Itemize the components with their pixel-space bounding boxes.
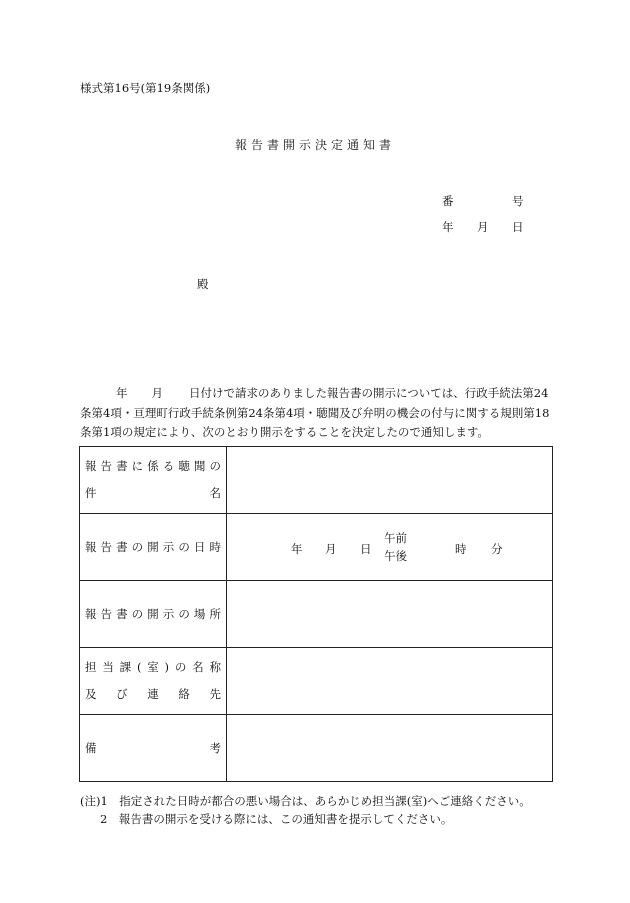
- datetime-day: 日: [360, 542, 372, 556]
- disclosure-place-label: [80, 581, 227, 648]
- datetime-pm: 午後: [384, 549, 407, 563]
- body-month: 月: [151, 386, 163, 400]
- label-char: 名: [209, 486, 221, 500]
- label-char: 考: [209, 740, 221, 755]
- hearing-case-name-label: [80, 447, 227, 514]
- table-row: [80, 514, 553, 581]
- contact-section-field[interactable]: [227, 648, 553, 715]
- label-char: び: [116, 687, 128, 701]
- hearing-case-name-field[interactable]: [227, 447, 553, 514]
- body-line-2: 条第4項・亘理町行政手続条例第24条第4項・聴聞及び弁明の機会の付与に関する規則第18: [80, 405, 550, 420]
- issue-date-month: 月: [477, 220, 489, 234]
- datetime-minute: 分: [491, 542, 503, 556]
- contact-section-label-line1: 担当課(室)の名称: [85, 660, 221, 674]
- label-char: 件: [85, 486, 97, 500]
- note-2: 2 報告書の開示を受ける際には、この通知書を提示してください。: [100, 812, 453, 826]
- hearing-case-name-label-line1: 報告書に係る聴聞の: [85, 459, 221, 473]
- label-char: 備: [85, 740, 97, 755]
- issue-date-day: 日: [512, 220, 524, 234]
- label-char: 及: [85, 687, 97, 701]
- datetime-hour: 時: [455, 542, 467, 556]
- table-row: [80, 648, 553, 715]
- remarks-field[interactable]: [227, 715, 553, 782]
- label-char: 連: [147, 687, 159, 701]
- notice-table: [79, 446, 553, 782]
- table-row: [80, 715, 553, 782]
- datetime-year: 年: [291, 542, 303, 556]
- disclosure-place-label-text: 報告書の開示の場所: [85, 607, 221, 621]
- remarks-label: [80, 715, 227, 782]
- issue-date-year: 年: [442, 220, 454, 234]
- body-line-1-text: 日付けで請求のありました報告書の開示については、行政手続法第24: [189, 386, 549, 400]
- table-row: [80, 581, 553, 648]
- datetime-month: 月: [325, 542, 337, 556]
- table-row: [80, 447, 553, 514]
- form-number: 様式第16号(第19条関係): [80, 81, 211, 95]
- label-char: 先: [209, 687, 221, 701]
- body-year: 年: [116, 386, 128, 400]
- reference-number-label-a: 番: [442, 194, 454, 208]
- reference-number-label-b: 号: [512, 194, 524, 208]
- datetime-am: 午前: [384, 531, 407, 545]
- body-line-1: [80, 384, 550, 404]
- contact-section-label: [80, 648, 227, 715]
- hearing-case-name-label-line2: [85, 480, 221, 507]
- disclosure-datetime-label: [80, 514, 227, 581]
- remarks-label-text: [85, 735, 221, 762]
- disclosure-datetime-label-text: 報告書の開示の日時: [85, 540, 221, 554]
- contact-section-label-line2: [85, 681, 221, 708]
- document-title: 報告書開示決定通知書: [234, 138, 395, 152]
- addressee-suffix: 殿: [197, 277, 209, 291]
- note-1: (注)1 指定された日時が都合の悪い場合は、あらかじめ担当課(室)へご連絡ください。: [80, 794, 531, 808]
- body-text: [80, 384, 550, 443]
- body-line-3: 条第1項の規定により、次のとおり開示をすることを決定したので通知します。: [80, 425, 489, 439]
- label-char: 絡: [178, 687, 190, 701]
- disclosure-place-field[interactable]: [227, 581, 553, 648]
- disclosure-datetime-field[interactable]: [227, 514, 553, 581]
